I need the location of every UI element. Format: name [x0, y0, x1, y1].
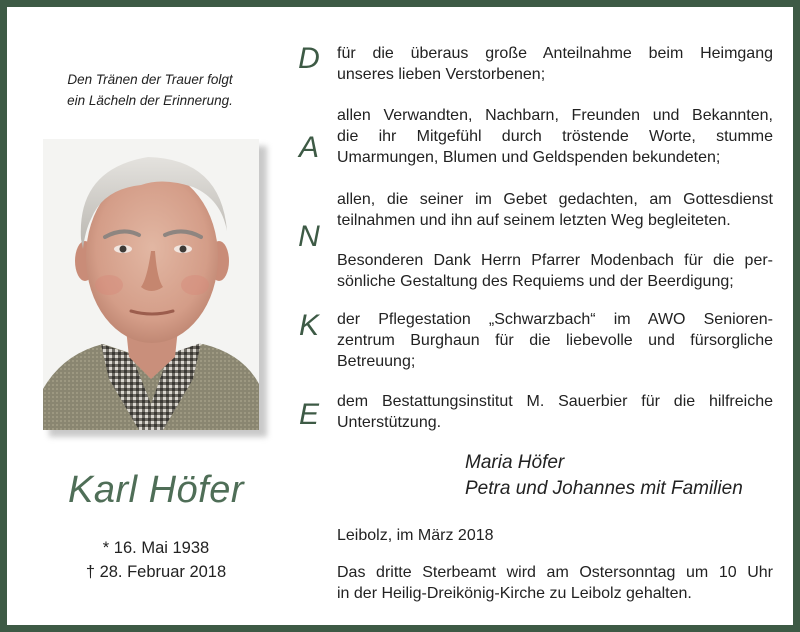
birth-date: * 16. Mai 1938 — [102, 539, 210, 557]
portrait-illustration — [43, 139, 259, 430]
thanks-paragraph-6 — [337, 391, 773, 433]
signature-line-2: Petra und Johannes mit Familien — [465, 478, 743, 499]
signature-line-1: Maria Höfer — [465, 452, 565, 473]
paragraph-line: Betreuung; — [337, 353, 416, 370]
thanks-paragraph-4 — [337, 250, 773, 292]
deceased-name: Karl Höfer — [67, 469, 245, 511]
paragraph-line: dem Bestattungsinstitut M. Sauerbier für die hilfreiche — [337, 393, 773, 410]
quote-line-2: ein Lächeln der Erinnerung. — [67, 93, 233, 108]
paragraph-line: sönliche Gestaltung des Requiems und der Beerdigung; — [337, 273, 734, 290]
place-date: Leibolz, im März 2018 — [337, 527, 494, 544]
quote-line-1: Den Tränen der Trauer folgt — [67, 72, 233, 87]
paragraph-line: der Pflegestation „Schwarzbach“ im AWO Senioren- — [337, 311, 773, 328]
thanks-paragraph-5 — [337, 309, 773, 372]
notice-line-1: Das dritte Sterbeamt wird am Ostersonntag um 10 Uhr — [337, 564, 773, 581]
danke-letter-e: E — [298, 398, 319, 431]
memorial-quote — [37, 69, 263, 111]
paragraph-line: allen, die seiner im Gebet gedachten, am Gottesdienst — [337, 191, 773, 208]
danke-letter-d: D — [298, 42, 320, 75]
paragraph-line: zentrum Burghaun für die liebevolle und fürsorgliche — [337, 332, 773, 349]
danke-letter-k: K — [298, 309, 319, 342]
paragraph-line: für die überaus große Anteilnahme beim Heimgang — [337, 45, 773, 62]
mass-notice — [337, 562, 773, 604]
paragraph-line: allen Verwandten, Nachbarn, Freunden und Bekannten, — [337, 107, 773, 124]
portrait-photo — [43, 139, 259, 430]
danke-letter-n: N — [298, 220, 320, 253]
thanks-paragraph-3 — [337, 189, 773, 231]
death-date: † 28. Februar 2018 — [85, 563, 227, 581]
notice-line-2: in der Heilig-Dreikönig-Kirche zu Leibolz gehalten. — [337, 585, 692, 602]
paragraph-line: die ihr Mitgefühl durch tröstende Worte, stumme — [337, 128, 773, 145]
thanks-paragraph-1 — [337, 43, 773, 85]
paragraph-line: Unterstützung. — [337, 414, 442, 431]
paragraph-line: unseres lieben Verstorbenen; — [337, 66, 546, 83]
paragraph-line: Umarmungen, Blumen und Geldspenden bekundeten; — [337, 149, 721, 166]
life-dates — [37, 536, 275, 584]
danke-letter-a: A — [298, 131, 319, 164]
paragraph-line: Besonderen Dank Herrn Pfarrer Modenbach für die per- — [337, 252, 773, 269]
signature-block — [465, 450, 785, 502]
paragraph-line: teilnahmen und ihn auf seinem letzten Weg begleiteten. — [337, 212, 731, 229]
thanks-paragraph-2 — [337, 105, 773, 168]
